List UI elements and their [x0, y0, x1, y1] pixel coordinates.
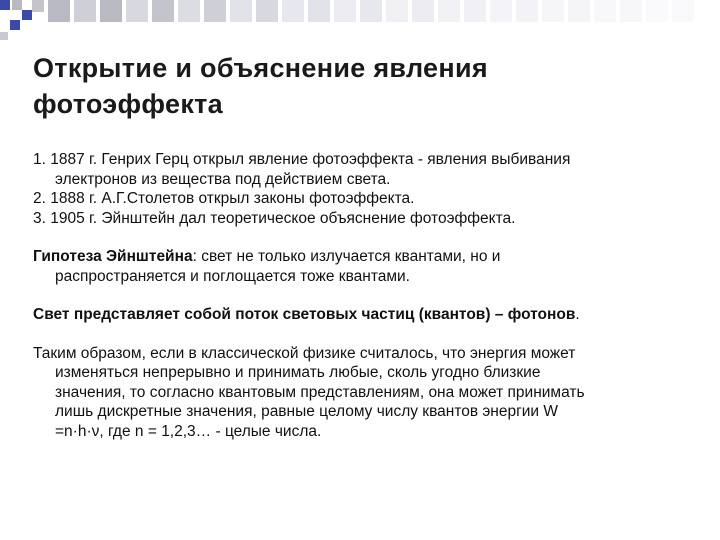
conclusion-line-4: лишь дискретные значения, равные целому числу квантов энергии W	[55, 403, 559, 420]
paragraph-gap	[33, 286, 705, 305]
conclusion-line-5: =n·h·ν, где n = 1,2,3… - целые числа.	[55, 422, 322, 440]
statement-paragraph	[33, 305, 705, 325]
deco-square-blue	[0, 0, 10, 10]
title-line-1: Открытие и объяснение явления	[33, 53, 488, 83]
statement-text: Свет представляет собой поток световых частиц (квантов) – фотонов	[33, 306, 576, 323]
conclusion-line-1: Таким образом, если в классической физике считалось, что энергия может	[33, 344, 576, 362]
history-item-3: 3. 1905 г. Эйнштейн дал теоретическое объяснение фотоэффекта.	[33, 209, 516, 227]
hypothesis-paragraph	[33, 247, 705, 286]
slide-content	[33, 150, 705, 441]
history-item-1-continued: электронов из вещества под действием света.	[55, 170, 391, 188]
hypothesis-line-2: распространяется и поглощается тоже квантами.	[55, 267, 410, 285]
deco-square-gray	[0, 32, 8, 40]
conclusion-line-2: изменяться непрерывно и принимать любые, сколь угодно близкие	[55, 364, 541, 381]
history-item-2: 2. 1888 г. А.Г.Столетов открыл законы фотоэффекта.	[33, 190, 415, 207]
history-list	[33, 150, 705, 228]
title-line-2: фотоэффекта	[33, 89, 223, 119]
hypothesis-line-1	[33, 247, 705, 267]
paragraph-gap	[33, 228, 705, 247]
statement-line	[33, 305, 705, 325]
conclusion-paragraph	[33, 344, 705, 442]
deco-square-blue	[22, 10, 32, 20]
history-item-1: 1. 1887 г. Генрих Герц открыл явление фотоэффекта - явления выбивания	[33, 151, 571, 168]
deco-square-gray	[32, 0, 44, 12]
paragraph-gap	[33, 325, 705, 344]
decorative-header-squares	[0, 0, 720, 40]
deco-strip	[48, 0, 694, 22]
hypothesis-label: Гипотеза Эйнштейна	[33, 248, 193, 265]
conclusion-line-3: значения, то согласно квантовым представлениям, она может принимать	[55, 383, 585, 401]
deco-square-blue	[10, 20, 20, 30]
statement-end: .	[575, 306, 580, 323]
deco-square-gray	[12, 0, 22, 10]
hypothesis-text: : свет не только излучается квантами, но и	[192, 248, 501, 265]
slide-title	[33, 50, 693, 122]
